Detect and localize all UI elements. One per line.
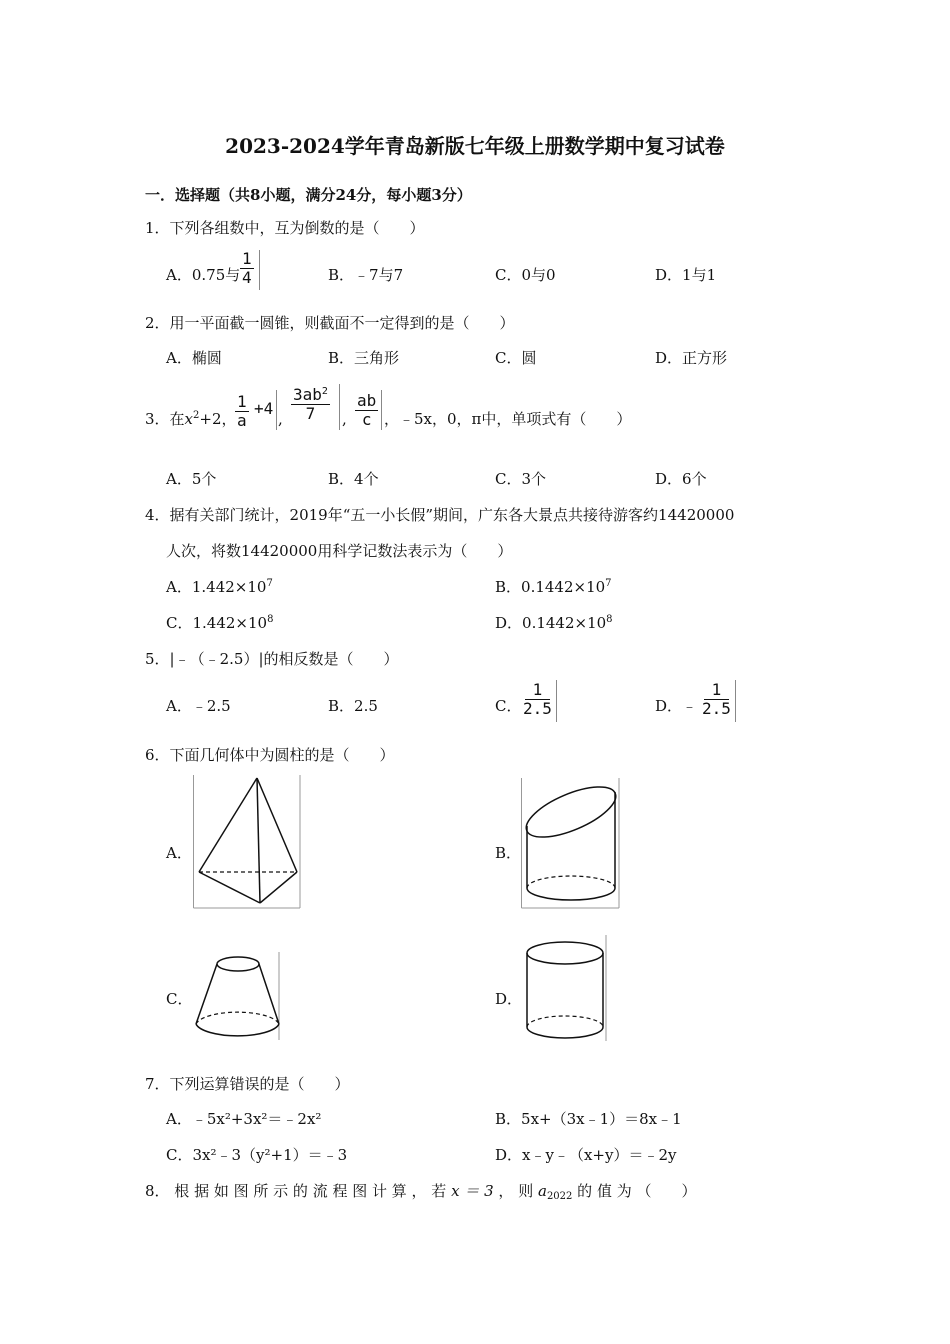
stem-then: ， 则 (498, 1182, 534, 1200)
exponent: 2 (321, 386, 328, 397)
q6-option-c-label: C． (166, 990, 193, 1008)
q3-fraction-3 (355, 392, 378, 429)
stem-prefix: 3．在 (145, 410, 185, 428)
question-7-stem: 7．下列运算错误的是（ ） (145, 1075, 350, 1093)
fraction-denominator: 2.5 (523, 699, 552, 718)
fraction-numerator: 1 (237, 392, 247, 411)
image-edge (276, 390, 277, 430)
fraction-denominator: 4 (242, 268, 252, 287)
q3-option-c: C．3个 (495, 470, 547, 488)
question-3-stem-end: ，﹣5x，0，π中，单项式有（ ） (384, 410, 632, 428)
q5-option-b: B．2.5 (328, 697, 378, 715)
fraction-numerator: 1 (704, 681, 730, 700)
q7-option-c: C．3x²﹣3（y²+1）＝﹣3 (166, 1146, 348, 1164)
q3-fraction-1 (235, 393, 249, 430)
question-6-stem: 6．下面几何体中为圆柱的是（ ） (145, 746, 395, 764)
stem-prefix: 8． 根 据 如 图 所 示 的 流 程 图 计 算 ， 若 (145, 1182, 447, 1200)
image-edge (735, 680, 736, 722)
fraction-denominator: 7 (305, 404, 316, 423)
q3-option-a: A．5个 (166, 470, 217, 488)
variable-x: x (184, 410, 194, 428)
image-edge (339, 384, 340, 430)
exponent: 8 (606, 614, 613, 625)
q3-option-d: D．6个 (655, 470, 707, 488)
q4-option-d (495, 613, 613, 633)
q6-option-d-label: D． (495, 990, 523, 1008)
question-5-stem: 5．|﹣（﹣2.5）|的相反数是（ ） (145, 650, 399, 668)
frustum-figure (193, 952, 283, 1042)
q1-option-a-fraction (240, 250, 254, 287)
fraction-numerator: 1 (242, 249, 252, 268)
q5-option-c-label: C． (495, 697, 522, 715)
q3-fraction-1-tail: +4 (254, 399, 274, 418)
q7-option-b: B．5x+（3x﹣1）＝8x﹣1 (495, 1110, 682, 1128)
question-1-stem: 1．下列各组数中，互为倒数的是（ ） (145, 219, 425, 237)
q4-option-a (166, 577, 273, 597)
q1-option-c: C．0与0 (495, 266, 556, 284)
q1-option-a-label: A．0.75与 (166, 266, 241, 284)
q5-option-d-label: D．﹣ (655, 697, 698, 715)
subscript: 2022 (546, 1191, 573, 1202)
option-text: D．0.1442×10 (495, 614, 607, 632)
fraction-numerator (291, 386, 330, 405)
q2-option-d: D．正方形 (655, 349, 728, 367)
q1-option-b: B．﹣7与7 (328, 266, 404, 284)
q4-option-b (495, 577, 612, 597)
q6-option-b-label: B． (495, 844, 522, 862)
stem-tail: 的 值 为 （ ） (577, 1182, 697, 1200)
exponent: 8 (267, 614, 274, 625)
question-2-stem: 2．用一平面截一圆锥，则截面不一定得到的是（ ） (145, 314, 515, 332)
image-edge (556, 680, 557, 722)
q5-option-a: A．﹣2.5 (166, 697, 231, 715)
q6-option-a-label: A． (166, 844, 192, 862)
question-8-stem (145, 1181, 696, 1201)
q2-option-c: C．圆 (495, 349, 537, 367)
page-title: 2023-2024学年青岛新版七年级上册数学期中复习试卷 (225, 134, 725, 158)
cylinder-figure (521, 935, 611, 1043)
q5-option-d-fraction (700, 681, 733, 718)
fraction-denominator: c (361, 410, 372, 429)
q2-option-a: A．椭圆 (166, 349, 222, 367)
numerator-text: 3ab (293, 385, 322, 404)
q7-option-a: A．﹣5x²+3x²＝﹣2x² (166, 1110, 322, 1128)
slanted-cylinder-figure (521, 778, 621, 910)
comma: , (278, 410, 283, 428)
q3-fraction-2 (291, 386, 330, 423)
q2-option-b: B．三角形 (328, 349, 400, 367)
q3-option-b: B．4个 (328, 470, 379, 488)
variable-a: a (537, 1182, 547, 1200)
fraction-denominator: a (237, 411, 247, 430)
q1-option-d: D．1与1 (655, 266, 717, 284)
pyramid-figure (193, 775, 301, 909)
fraction-denominator: 2.5 (702, 699, 731, 718)
section-heading: 一．选择题（共8小题，满分24分，每小题3分） (145, 186, 472, 204)
option-text: C．1.442×10 (166, 614, 268, 632)
option-text: B．0.1442×10 (495, 578, 606, 596)
fraction-numerator: 1 (525, 681, 551, 700)
q5-option-c-fraction (521, 681, 554, 718)
image-edge (259, 250, 260, 290)
question-4-stem-line1: 4．据有关部门统计，2019年“五一小长假”期间，广东各大景点共接待游客约14420000 (145, 506, 735, 524)
image-edge (381, 390, 382, 430)
option-text: A．1.442×10 (166, 578, 267, 596)
q7-option-d: D．x﹣y﹣（x+y）＝﹣2y (495, 1146, 677, 1164)
question-3-stem-start (145, 409, 237, 429)
exponent: 7 (266, 578, 273, 589)
exponent: 7 (605, 578, 612, 589)
question-4-stem-line2: 人次，将数14420000用科学记数法表示为（ ） (166, 542, 513, 560)
comma: , (342, 410, 347, 428)
stem-plus: +2， (199, 410, 237, 428)
exponent: 2 (193, 410, 200, 421)
x-equals-3: x ＝ 3 (451, 1182, 494, 1200)
q4-option-c (166, 613, 273, 633)
fraction-numerator: ab (357, 391, 377, 410)
